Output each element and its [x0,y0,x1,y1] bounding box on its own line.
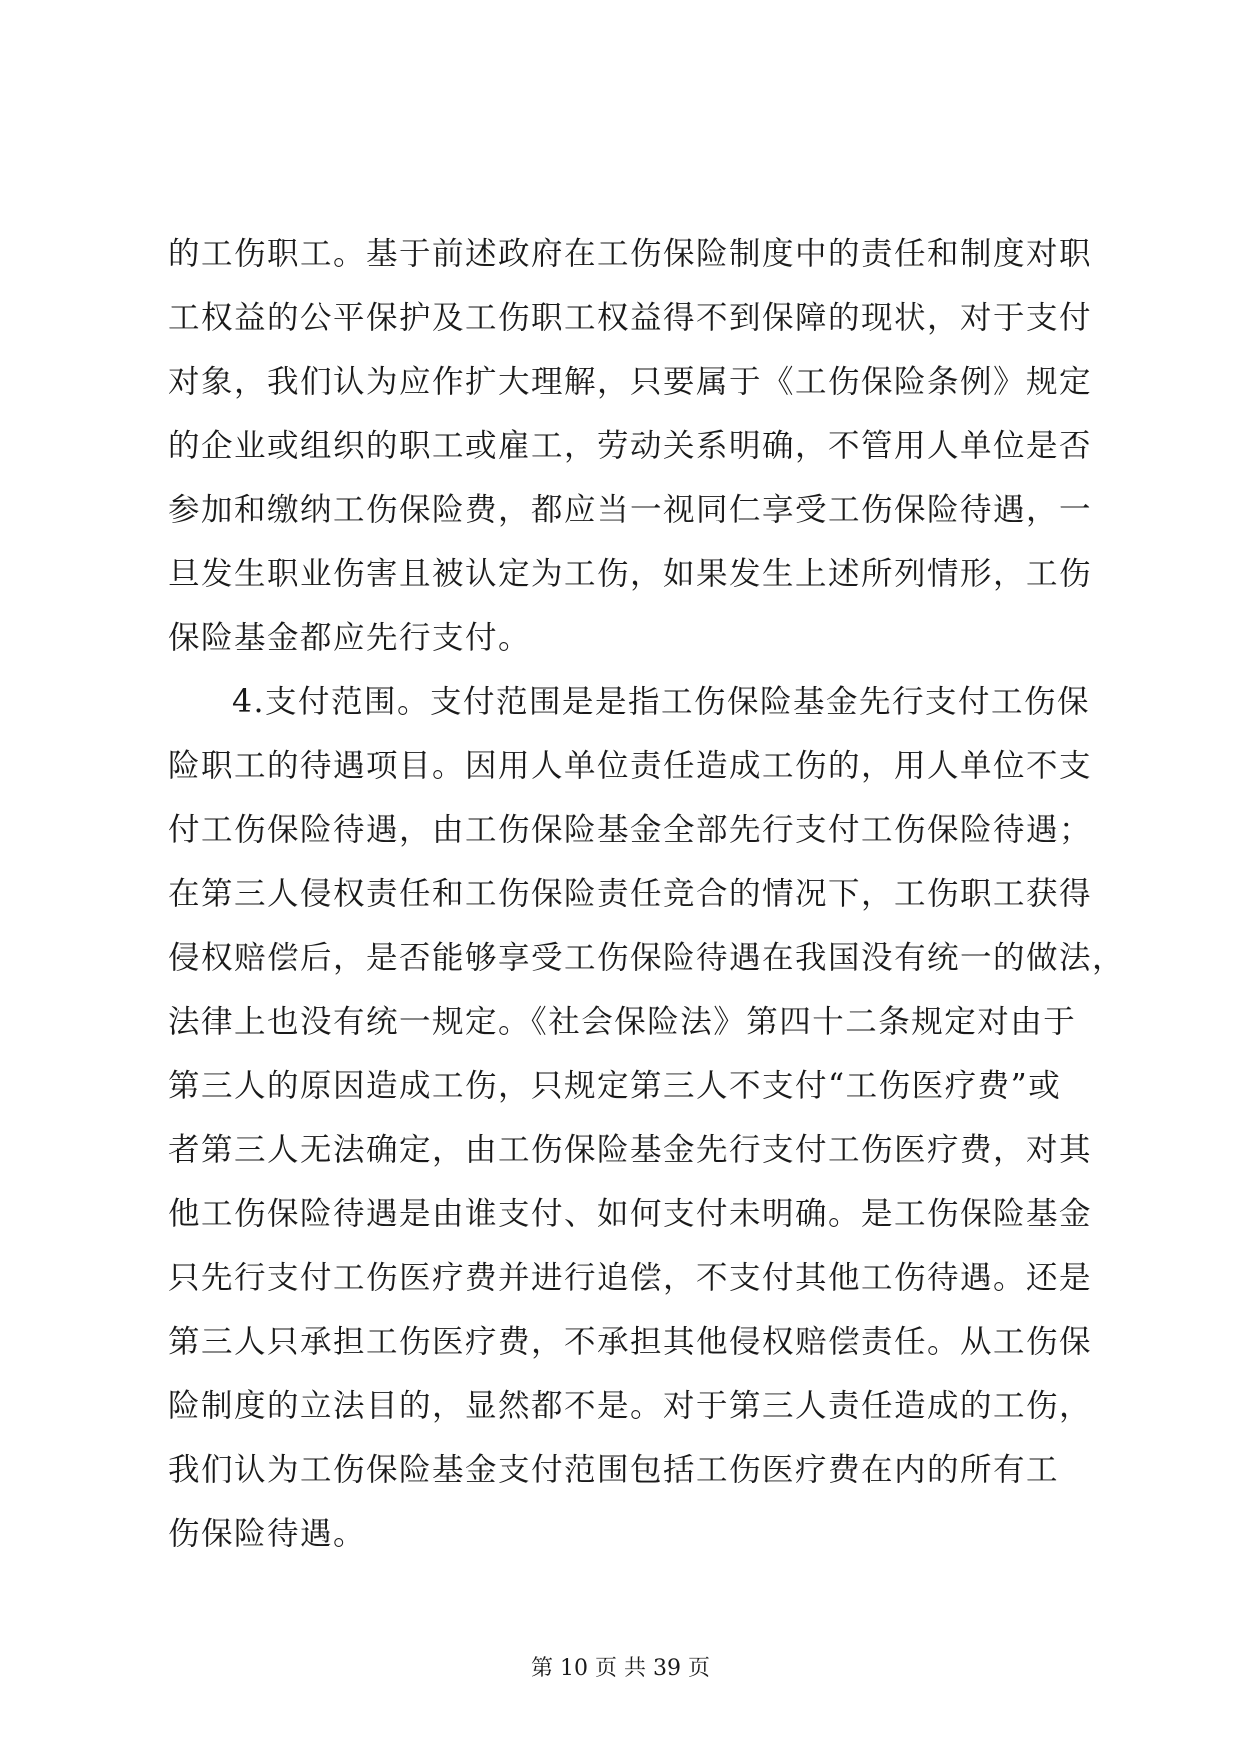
body-text [168,222,1126,1566]
text-line: 的企业或组织的职工或雇工，劳动关系明确，不管用人单位是否 [168,428,1093,464]
text-line: 者第三人无法确定，由工伤保险基金先行支付工伤医疗费，对其 [168,1132,1093,1168]
text-line: 伤保险待遇。 [168,1516,367,1552]
text-line: 工权益的公平保护及工伤职工权益得不到保障的现状，对于支付 [168,300,1093,336]
text-line: 险职工的待遇项目。因用人单位责任造成工伤的，用人单位不支 [168,748,1093,784]
paragraph-start-line: 4.支付范围。支付范围是是指工伤保险基金先行支付工伤保 [232,684,1091,720]
text-line: 侵权赔偿后，是否能够享受工伤保险待遇在我国没有统一的做法， [168,940,1126,976]
page-number-footer: 第 10 页 共 39 页 [531,1656,710,1681]
text-line: 参加和缴纳工伤保险费，都应当一视同仁享受工伤保险待遇，一 [168,492,1093,528]
text-line: 险制度的立法目的，显然都不是。对于第三人责任造成的工伤， [168,1388,1093,1424]
text-line: 保险基金都应先行支付。 [168,620,532,656]
text-line: 旦发生职业伤害且被认定为工伤，如果发生上述所列情形，工伤 [168,556,1093,592]
text-line: 第三人只承担工伤医疗费，不承担其他侵权赔偿责任。从工伤保 [168,1324,1093,1360]
text-line: 只先行支付工伤医疗费并进行追偿，不支付其他工伤待遇。还是 [168,1260,1093,1296]
text-line: 我们认为工伤保险基金支付范围包括工伤医疗费在内的所有工 [168,1452,1060,1488]
text-line: 的工伤职工。基于前述政府在工伤保险制度中的责任和制度对职 [168,236,1093,272]
text-line: 付工伤保险待遇，由工伤保险基金全部先行支付工伤保险待遇； [168,812,1093,848]
text-line: 法律上也没有统一规定。《社会保险法》第四十二条规定对由于 [168,1004,1077,1040]
text-line: 第三人的原因造成工伤，只规定第三人不支付“工伤医疗费”或 [168,1068,1062,1104]
text-line: 他工伤保险待遇是由谁支付、如何支付未明确。是工伤保险基金 [168,1196,1093,1232]
text-line: 对象，我们认为应作扩大理解，只要属于《工伤保险条例》规定 [168,364,1093,400]
text-line: 在第三人侵权责任和工伤保险责任竞合的情况下，工伤职工获得 [168,876,1093,912]
